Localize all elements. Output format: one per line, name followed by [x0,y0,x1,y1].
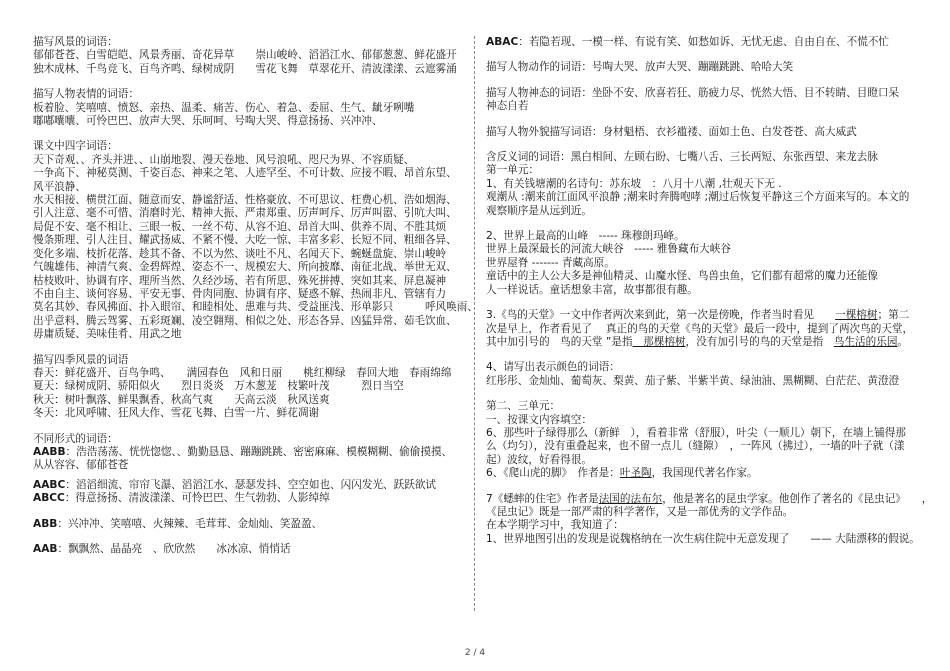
page-number: 2 / 4 [464,648,486,658]
form-label: ABAC [486,36,519,48]
text-line: 气魄雄伟、神清气爽、金碧辉煌、姿态不一、规模宏大、所向披靡、南征北战、举世无双、 [33,261,457,274]
text-line: 一、按课文内容填空： [486,413,592,426]
form-label: AAB [33,543,58,555]
text-line: 6、《爬山虎的脚》 作者是：叶圣陶，我国现代著名作家。 [486,467,758,480]
text-line: 不由自主、谈何容易、平安无事、骨肉同胞、协调有序、疑惑不解、热闹非凡、管辖有力 [33,287,447,300]
text-line: 出乎意料、腾云驾雾、五彩斑斓、凌空翱翔、相似之处、形态各异、凶猛异常、茹毛饮血、 [33,314,457,327]
form-text: ：若隐若现、一模一样、有说有笑、如愁如诉、无忧无虑、自由自在、不慌不忙 [518,36,890,48]
text-line: 从从容容、郁郁苍苍 [33,459,129,472]
form-abb [33,518,463,531]
text-line: 其中加引号的 鸟的天堂 ”是指 那棵榕树，没有加引号的鸟的天堂是指 鸟生活的乐园。 [486,335,909,348]
answer-underline: 法国的法布尔 [598,492,663,505]
text-line: 4、请写出表示颜色的词语： [486,361,620,374]
text-line: 一争高下、神秘莫测、千姿百态、神来之笔、人迹罕至、不可计数、应接不暇、昂首东望、 [33,167,457,180]
text-line: 枯枝败叶、协调有序、理所当然、久经沙场、若有所思、殊死拼搏、突如其来、屏息凝神 [33,274,447,287]
form-label: AABC [33,478,66,491]
section-title-seasons: 描写四季风景的词语 [33,353,129,366]
antonym-words: 含反义词的词语：黑白相间、左顾右盼、七嘴八舌、三长两短、东张西望、来龙去脉 [486,151,878,164]
text-line: 在本学期学习中，我知道了： [486,519,624,532]
form-text: ：浩浩荡荡、恍恍惚惚、、勤勤恳恳、蹦蹦跳跳、密密麻麻、模模糊糊、偷偷摸摸、 [65,445,453,458]
column-divider [474,36,475,611]
form-text: ：飘飘然、晶晶亮 、欣欣然 冰冰凉、悄悄话 [57,543,291,555]
text-line: 红彤彤、金灿灿、葡萄灰、梨黄、茄子紫、半紫半黄、绿油油、黑糊糊、白茫茫、黄澄澄 [486,374,900,387]
text-line: 引人注意、毫不可惜、消磨时光、精神大振、严肃郑重、厉声呵斥、厉声叫嚣、引吭大叫、 [33,207,457,220]
form-label: AABB [33,445,66,458]
text-line: 风平浪静、 [33,180,86,193]
text-line: 板着脸、笑嘻嘻、愤怒、亲热、温柔、痛苦、伤心、着急、委屈、生气、龇牙咧嘴 [33,101,415,114]
section-title-forms: 不同形式的词语： [33,432,118,445]
season-spring: 春天：鲜花盛开、百鸟争鸣、 满园春色 风和日丽 桃红柳绿 春回大地 春雨绵绵 [33,366,452,379]
unit23-title: 第二、三单元： [486,400,561,413]
left-column [33,36,478,556]
text-line: 2、世界上最高的山峰 ----- 珠穆朗玛峰。 [486,230,685,243]
mind-words: 描写人物神态的词语：坐卧不安、欣喜若狂、筋疲力尽、恍然大悟、目不转睛、目瞪口呆 [486,86,900,99]
text-line: 水天相接、横贯江面、随意而安、静谧舒适、性格豪放、不可思议、枉费心机、浩如烟海、 [33,194,457,207]
text-line: 观察顺序是从远到近。 [486,204,592,217]
text-line: 变化多端、枝折花落、趁其不备、不以为然、谈吐不凡、名闻天下、蜿蜒盘旋、崇山峻岭 [33,247,447,260]
text-line: 次是早上，作者看见了 真正的鸟的天堂《鸟的天堂》最后一段中，提到了两次鸟的天堂， [486,322,914,335]
text-line: 1、有关钱塘潮的名诗句：苏东坡 ：八月十八潮 ,壮观天下无 . [486,177,782,190]
text-line: 起）波纹，好看得很。 [486,453,592,466]
text-line: 世界上最深最长的河流大峡谷 ----- 雅鲁藏布大峡谷 [486,243,731,256]
text-line: 嘟嘟囔囔、可怜巴巴、放声大哭、乐呵呵、号啕大哭、得意扬扬、兴冲冲、 [33,115,383,128]
form-label: ABB [33,517,58,530]
form-abcc [33,492,463,505]
unit1-title: 第一单元： [486,164,539,177]
season-winter: 冬天：北风呼啸、狂风大作、雪花飞舞、白雪一片、鲜花凋谢 [33,407,320,420]
form-text: ：兴冲冲、笑嘻嘻、火辣辣、毛茸茸、金灿灿、笑盈盈、 [57,517,323,530]
form-aabb [33,446,463,459]
form-aabc [33,479,463,492]
form-label: ABCC [33,492,65,505]
text-line: 《昆虫记》既是一部严肃的科学著作，又是一部优秀的文学作品。 [486,505,794,518]
section-title-scenery: 描写风景的词语： [33,36,118,48]
text-line: 人一样说话。童话想象丰富，故事都很有趣。 [486,283,698,296]
text-line: 1、世界地图引出的发现是说魏格纳在一次生病住院中无意发现了 —— 大陆漂移的假说。 [486,532,920,545]
action-words: 描写人物动作的词语：号啕大哭、放声大哭、蹦蹦跳跳、哈哈大笑 [486,61,794,74]
form-text: ：得意扬扬、清波漾漾、可怜巴巴、生气勃勃、人影绰绰 [64,492,330,505]
text-line: 3.《鸟的天堂》一文中作者两次来到此，第一次是傍晚，作者当时看见 一棵榕树；第二 [486,309,910,322]
text-line: 7《蟋蟀的住宅》作者是法国的法布尔，他是著名的昆虫学家。他创作了著名的《昆虫记》 ， [486,492,933,505]
section-title-expressions: 描写人物表情的词语： [33,88,139,101]
form-abac [486,36,916,49]
text-line: 毋庸质疑、美味佳肴、用武之地 [33,328,182,341]
text-line: 郁郁苍苍、白雪皑皑、风景秀丽、奇花异草 崇山峻岭、滔滔江水、郁郁葱葱、鲜花盛开 [33,49,457,62]
text-line: 天下奇观、、齐头并进、、山崩地裂、漫天卷地、风号浪吼、咫尺为界、不容质疑、 [33,153,415,166]
section-title-four-char: 课文中四字词语： [33,140,118,153]
text-line: 6、那些叶子绿得那么（新鲜 ），看着非常（舒服），叶尖（一顺儿）朝下，在墙上铺得那 [486,426,906,439]
answer-underline: 一棵榕树 [835,309,878,322]
season-autumn: 秋天：树叶飘落、鲜果飘香、秋高气爽 天高云淡 秋风送爽 [33,393,330,406]
text-line: 童话中的主人公大多是神仙精灵、山魔水怪、鸟兽虫鱼，它们都有超常的魔力还能像 [486,270,878,283]
form-text: ：滔滔细流、帘帘飞瀑、滔滔江水、瑟瑟发抖、空空如也、闪闪发光、跃跃欲试 [65,478,437,491]
right-column [486,36,933,546]
text-line: 观潮从 :潮来前江面风平浪静 ;潮来时奔腾咆哮 ;潮过后恢复平静这三个方面来写的。本文的 [486,191,910,204]
answer-underline: 叶圣陶 [619,467,652,480]
text-line: 世界屋脊 ------- 青藏高原。 [486,256,615,269]
text-line: 慢条斯理、引人注目、耀武扬威、不紧不慢、大吃一惊、丰富多彩、长短不同、粗细各异、 [33,234,457,247]
answer-underline: 那棵榕树 [632,335,686,348]
season-summer: 夏天：绿树成阴、骄阳似火 烈日炎炎 万木葱茏 枝繁叶茂 烈日当空 [33,380,404,393]
text-line: 局促不安、毫不相让、三眼一板、一丝不苟、从容不迫、昂首大叫、供养不周、不胜其烦 [33,220,447,233]
look-words: 描写人物外貌描写词语：身材魁梧、衣衫褴褛、面如土色、白发苍苍、高大威武 [486,125,857,138]
text-line: 莫名其妙、春风拂面、扑入眼帘、和睦相处、患难与共、受益匪浅、形单影只 呼风唤雨、 [33,301,478,314]
text-line: 神态自若 [486,100,529,113]
form-aab [33,543,463,556]
text-line: 独木成林、千鸟竞飞、百鸟齐鸣、绿树成阴 雪花飞舞 草翠花开、清波漾漾、云遮雾涌 [33,62,457,75]
answer-underline: 鸟生活的乐园 [833,335,898,348]
text-line: 么（均匀），没有重叠起来，也不留一点儿（缝隙） ，一阵风（拂过），一墙的叶子就（漾 [486,440,905,453]
